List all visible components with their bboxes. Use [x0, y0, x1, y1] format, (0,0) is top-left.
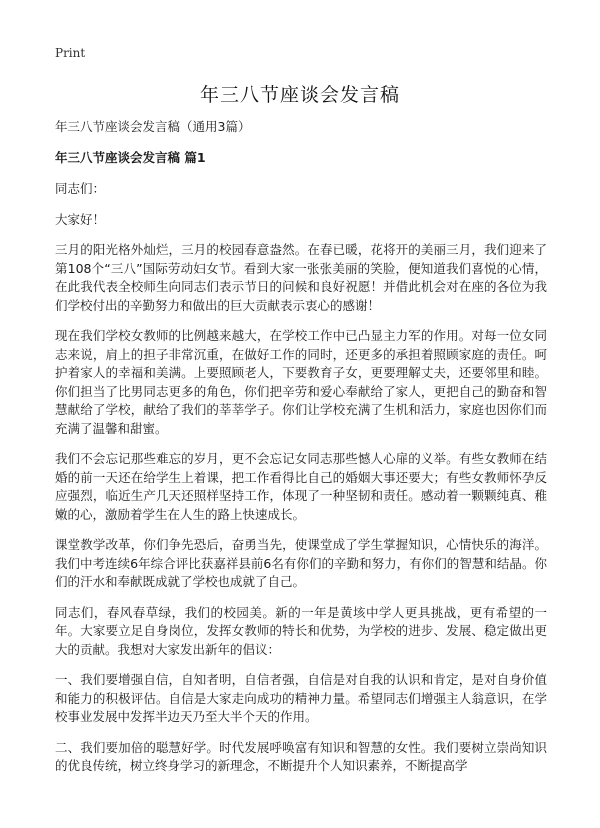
section-heading: 年三八节座谈会发言稿 篇1 — [55, 150, 206, 165]
document-title: 年三八节座谈会发言稿 — [199, 84, 400, 106]
paragraph: 我们不会忘记那些难忘的岁月，更不会忘记女同志那些憾人心扉的义举。有些女教师在结婚的前一天还在给学生上着课，把工作看得比自己的婚姻大事还要大；有些女教师怀孕反应强烈，临近生产几天还照样坚持工作，体现了一种坚韧和责任。感动着一颗颗纯真、稚嫩的心，激励着学生在人生的路上快速成长。 — [55, 451, 547, 522]
paragraph: 一、我们要增强自信，自知者明，自信者强，自信是对自我的认识和肯定，是对自身价值和能力的积极评估。自信是大家走向成功的精神力量。希望同志们增强主人翁意识，在学校事业发展中发挥半边天乃至大半个天的作用。 — [55, 672, 547, 724]
salutation: 大家好！ — [55, 211, 106, 227]
greeting: 同志们： — [55, 181, 106, 196]
paragraph: 课堂教学改革，你们争先恐后，奋勇当先，使课堂成了学生掌握知识，心情快乐的海洋。我们中考连续6年综合评比获嘉祥县前6名有你们的辛勤和努力，有你们的智慧和结晶。你们的汗水和奉献既成就了学校也成就了自己。 — [55, 537, 547, 589]
paragraph: 三月的阳光格外灿烂，三月的校园春意盎然。在春已暖，花将开的美丽三月，我们迎来了第108个“三八”国际劳动妇女节。看到大家一张张美丽的笑脸，便知道我们喜悦的心情，在此我代表全校师生向同志们表示节日的问候和良好祝愿！并借此机会对在座的各位为我们学校付出的辛勤努力和做出的巨大贡献表示衷心的感谢！ — [55, 242, 547, 313]
print-label[interactable]: Print — [55, 46, 86, 60]
paragraph: 同志们，春风春草绿，我们的校园美。新的一年是黄垓中学人更具挑战，更有希望的一年。大家要立足自身岗位，发挥女教师的特长和优势，为学校的进步、发展、稳定做出更大的贡献。我想对大家发出新年的倡议： — [55, 604, 547, 657]
document-body — [55, 118, 547, 788]
document-subtitle: 年三八节座谈会发言稿（通用3篇） — [55, 119, 251, 134]
paragraph: 现在我们学校女教师的比例越来越大，在学校工作中已凸显主力军的作用。对每一位女同志来说，肩上的担子非常沉重，在做好工作的同时，还更多的承担着照顾家庭的责任。呵护着家人的幸福和美满。上要照顾老人，下要教育子女，更要理解丈夫，还要邻里和睦。你们担当了比男同志更多的角色，你们把辛劳和爱心奉献给了家人，更把自己的勤奋和智慧献给了学校，献给了我们的莘莘学子。你们让学校充满了生机和活力，家庭也因你们而充满了温馨和甜蜜。 — [55, 328, 547, 436]
paragraph: 二、我们要加倍的聪慧好学。时代发展呼唤富有知识和智慧的女性。我们要树立崇尚知识的优良传统，树立终身学习的新理念，不断提升个人知识素养，不断提高学 — [55, 739, 547, 773]
